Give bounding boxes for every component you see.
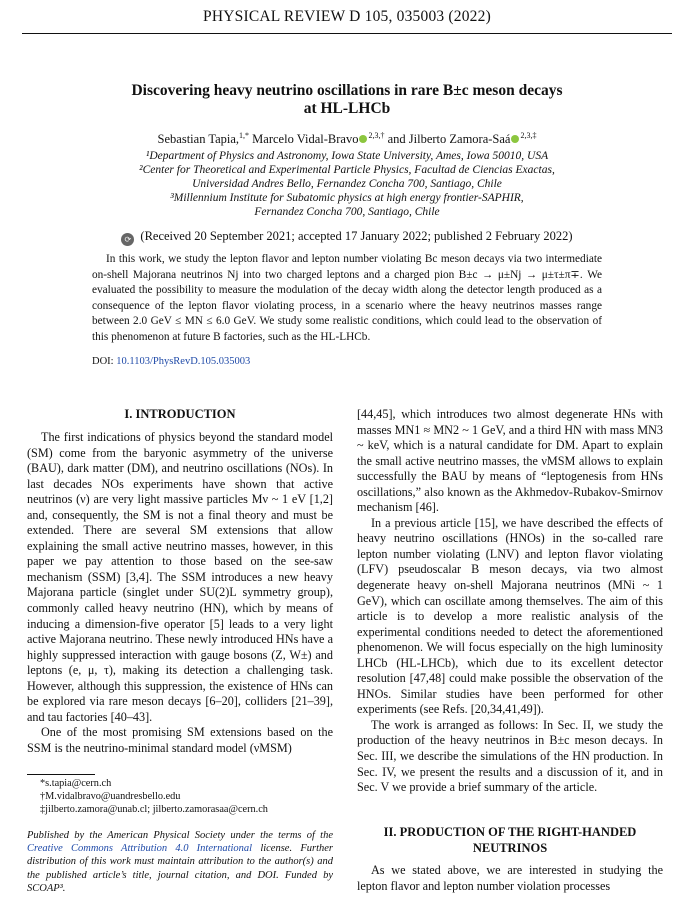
right-column bbox=[357, 407, 663, 796]
section-2-body bbox=[357, 863, 663, 894]
journal-header: PHYSICAL REVIEW D 105, 035003 (2022) bbox=[203, 8, 491, 25]
title-line-2: at HL-LHCb bbox=[303, 100, 391, 117]
license-post: license. Further distribution of this work must maintain attribution to the author(s) and the published article’s title, journal citation, and DOI. Funded by SCOAP³. bbox=[27, 843, 333, 894]
check-for-updates-icon[interactable]: ⟳ bbox=[121, 233, 134, 246]
right-paragraph-1: [44,45], which introduces two almost degenerate HNs with masses MN1 ≈ MN2 ~ 1 GeV, and a third HN with mass MN3 ~ keV, which is a natural candidate for DM. Apart to explain the small active neutrino masses, the νMSM allows to explain successfully the BAU by means of “leptogenesis from HNs oscillations,” also known as the Akhmedov-Rubakov-Smirnov mechanism [46]. bbox=[357, 407, 663, 515]
author-2-sup: 2,3,† bbox=[368, 131, 385, 140]
and-conjunction: and bbox=[387, 132, 406, 147]
title-line-1: Discovering heavy neutrino oscillations in rare B±c meson decays bbox=[131, 82, 563, 99]
doi-link[interactable]: 10.1103/PhysRevD.105.035003 bbox=[116, 356, 251, 367]
abstract: In this work, we study the lepton flavor and lepton number violating Bc meson decays via two intermediate on-shell Majorana neutrinos Nj into two charged leptons and a charged pion B±c → μ±Nj → μ±τ±π∓. We evaluated the possibility to measure the modulation of the decay width along the detector length produced as a consequence of the lepton flavor violating process, in a scenario where the heavy neutrinos masses range between 2.0 GeV ≤ MN ≤ 6.0 GeV. We study some realistic conditions, which could lead to the observation of this phenomenon at future B factories, such as the HL-LHCb. bbox=[92, 253, 602, 343]
author-1: Sebastian Tapia, bbox=[157, 132, 240, 147]
section-2-paragraph-1: As we stated above, we are interested in studying the lepton flavor and lepton number violation processes bbox=[357, 863, 663, 893]
author-3-sup: 2,3,‡ bbox=[520, 131, 537, 140]
section-2-title-line-2: NEUTRINOS bbox=[472, 841, 548, 855]
section-2-title bbox=[357, 824, 663, 856]
right-paragraph-2: In a previous article [15], we have described the effects of heavy neutrino oscillations (HNOs) in the so-called rare lepton number violating (LNV) and lepton flavor violating (LFV) pseudoscalar B meson decays, via two almost degenerate heavy on-shell Majorana neutrinos (MNi ~ 1 GeV), which can oscillate among themselves. The aim of this article is to develop a more realistic analysis of the experimental conditions needed to detect the aforementioned phenomenon. We will focus especially on the high luminosity LHCb (HL-LHCb), which due to its excellent detector resolution [47,48] could make possible the observation of the HNOs. Similar studies have been performed for other experiments (see Refs. [20,34,41,49]). bbox=[357, 515, 663, 717]
orcid-icon[interactable] bbox=[511, 135, 519, 143]
left-column bbox=[27, 430, 333, 756]
footnote-email[interactable]: †M.vidalbravo@uandresbello.edu bbox=[40, 790, 181, 802]
section-1-title: I. INTRODUCTION bbox=[124, 407, 236, 421]
paper-title bbox=[60, 82, 634, 118]
footnote-email[interactable]: ‡jilberto.zamora@unab.cl; jilberto.zamorasaa@cern.ch bbox=[40, 803, 268, 815]
footnote-email[interactable]: *s.tapia@cern.ch bbox=[40, 778, 112, 789]
doi-line bbox=[92, 356, 250, 367]
section-2-title-line-1: II. PRODUCTION OF THE RIGHT-HANDED bbox=[383, 825, 637, 839]
affiliation-line: Universidad Andres Bello, Fernandez Concha 700, Santiago, Chile bbox=[192, 178, 502, 190]
orcid-icon[interactable] bbox=[359, 135, 367, 143]
affiliation-line: ³Millennium Institute for Subatomic physics at high energy frontier-SAPHIR, bbox=[170, 192, 524, 204]
license-pre: Published by the American Physical Society under the terms of the bbox=[27, 830, 333, 841]
author-2: Marcelo Vidal-Bravo bbox=[252, 132, 359, 147]
author-1-sup: 1,* bbox=[239, 131, 250, 140]
right-paragraph-3: The work is arranged as follows: In Sec. II, we study the production of the heavy neutrinos in B±c meson decays. In Sec. III, we describe the simulations of the HN production. In Sec. IV, we present the results and a discussion of it, and in Sec. V we provide a brief summary of the article. bbox=[357, 717, 663, 795]
doi-label: DOI: bbox=[92, 356, 114, 367]
author-list bbox=[40, 131, 654, 147]
intro-paragraph-2: One of the most promising SM extensions based on the SSM is the neutrino-minimal standard model (νMSM) bbox=[27, 725, 333, 755]
affiliation-line: ¹Department of Physics and Astronomy, Iowa State University, Ames, Iowa 50010, USA bbox=[145, 150, 549, 162]
affiliations bbox=[40, 149, 654, 219]
author-3: Jilberto Zamora-Saá bbox=[408, 132, 511, 147]
affiliation-line: ²Center for Theoretical and Experimental Particle Physics, Facultad de Ciencias Exactas, bbox=[139, 164, 555, 176]
affiliation-line: Fernandez Concha 700, Santiago, Chile bbox=[254, 206, 440, 218]
intro-paragraph-1: The first indications of physics beyond the standard model (SM) come from the baryonic asymmetry of the universe (BAU), dark matter (DM), and neutrino oscillations (NOs). In last decades NOs experiments have shown that active neutrinos (ν) are very light massive particles Mν ~ 1 eV [1,2] and, consequently, the SM is not a final theory and must be extended. There are several SM extensions that allow explaining the small active neutrino masses, however, in this paper we pay attention to those based on the see-saw mechanism (SSM) [3,4]. The SSM introduces a new heavy Majorana particle (singlet under SU(2)L symmetry group), commonly called heavy neutrino (HN), which by means of inducing a dimension-five operator [5] leads to a very light active Majorana neutrino. These newly introduced HNs have a highly suppressed interaction with gauge bosons (Z, W±) and leptons (e, μ, τ), making its detection a challenging task. However, although this suppression, the existence of HNs can be explored via rare meson decays [6–20], colliders [21–39], and tau factories [40–43]. bbox=[27, 430, 333, 724]
received-dates bbox=[0, 229, 694, 246]
header-rule bbox=[22, 33, 672, 34]
footnotes bbox=[40, 778, 268, 816]
received-text: (Received 20 September 2021; accepted 17 January 2022; published 2 February 2022) bbox=[140, 229, 573, 243]
footnote-rule bbox=[27, 774, 95, 775]
license-link[interactable]: Creative Commons Attribution 4.0 International bbox=[27, 843, 253, 855]
license-notice bbox=[27, 829, 333, 895]
